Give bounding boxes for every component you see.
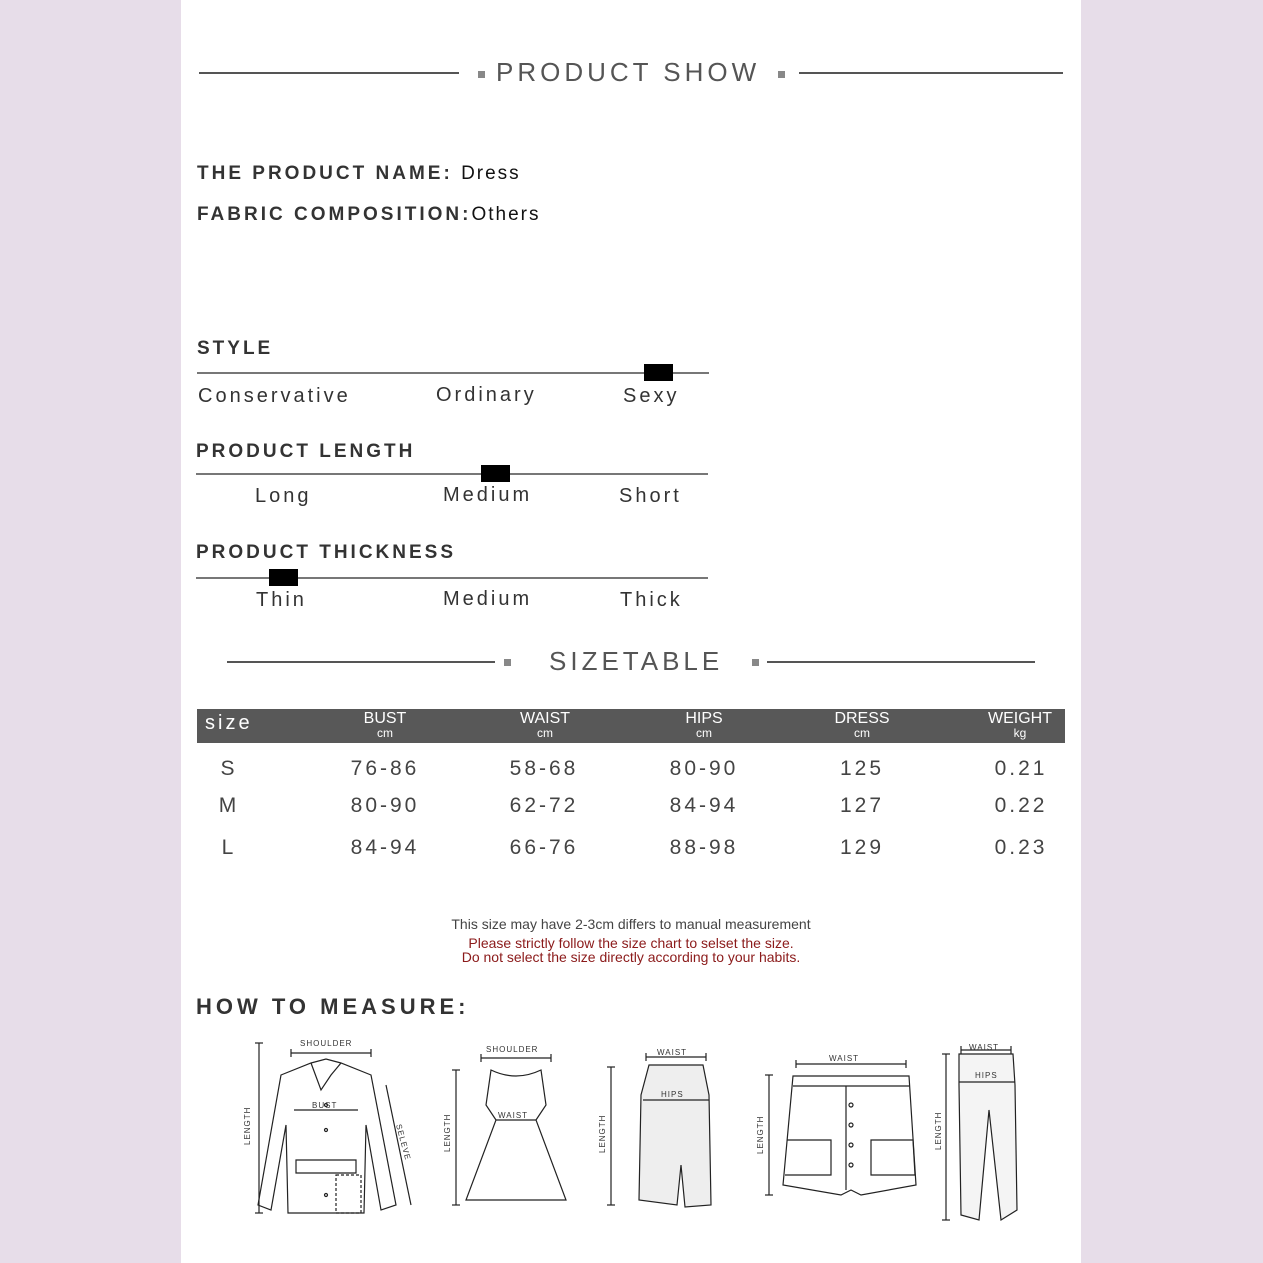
length-option-medium: Medium	[443, 484, 533, 506]
cell-hips: 84-94	[669, 794, 739, 817]
length-label-5: LENGTH	[934, 1111, 943, 1150]
cell-dress: 129	[839, 836, 885, 859]
note-follow-chart: Please strictly follow the size chart to selset the size.	[468, 935, 794, 951]
size-table-header	[197, 709, 1065, 743]
sizetable-dot-left	[504, 659, 511, 666]
sizetable-title: SIZETABLE	[549, 646, 724, 676]
sizetable-rule-right	[767, 661, 1035, 663]
cell-size: M	[218, 794, 240, 817]
cell-dress: 127	[839, 794, 885, 817]
product-sheet	[181, 0, 1081, 1263]
style-title: STYLE	[197, 338, 274, 359]
waist-label-4: WAIST	[829, 1054, 860, 1063]
cell-waist: 58-68	[509, 757, 579, 780]
cell-weight: 0.22	[994, 794, 1048, 817]
sleeve-label: SELEVE	[394, 1123, 413, 1162]
length-label-1: LENGTH	[243, 1106, 252, 1145]
dress-illustration	[436, 1040, 576, 1210]
style-option-conservative: Conservative	[198, 385, 351, 407]
cell-bust: 84-94	[350, 836, 420, 859]
cell-hips: 88-98	[669, 836, 739, 859]
shoulder-label-1: SHOULDER	[300, 1039, 353, 1048]
length-label-2: LENGTH	[443, 1113, 452, 1152]
length-title: PRODUCT LENGTH	[196, 441, 416, 462]
skirt-illustration	[591, 1045, 721, 1210]
col-weight: WEIGHT kg	[988, 710, 1052, 740]
header-dot-left	[478, 71, 485, 78]
length-label-3: LENGTH	[598, 1114, 607, 1153]
hips-label-3: HIPS	[661, 1090, 684, 1099]
header-rule-left	[199, 72, 459, 74]
thickness-marker	[269, 569, 298, 586]
shoulder-label-2: SHOULDER	[486, 1045, 539, 1054]
cell-dress: 125	[839, 757, 885, 780]
cell-weight: 0.21	[994, 757, 1048, 780]
header-rule-right	[799, 72, 1063, 74]
col-size: size	[205, 712, 253, 734]
note-measurement: This size may have 2-3cm differs to manual measurement	[451, 916, 811, 932]
length-option-short: Short	[619, 485, 682, 507]
thickness-option-thin: Thin	[256, 589, 307, 611]
cell-size: S	[220, 757, 238, 780]
fabric-row	[197, 204, 540, 226]
shorts-illustration	[751, 1050, 921, 1200]
length-option-long: Long	[255, 485, 312, 507]
product-name-label: THE PRODUCT NAME:	[197, 163, 453, 184]
fabric-label: FABRIC COMPOSITION:	[197, 204, 472, 225]
waist-label-2: WAIST	[498, 1111, 529, 1120]
sizetable-dot-right	[752, 659, 759, 666]
style-rule	[197, 372, 709, 374]
hips-label-5: HIPS	[975, 1071, 998, 1080]
cell-hips: 80-90	[669, 757, 739, 780]
product-name-row	[197, 163, 521, 185]
product-show-title: PRODUCT SHOW	[496, 57, 761, 87]
col-bust: BUST cm	[363, 710, 407, 740]
how-to-measure-title: HOW TO MEASURE:	[196, 994, 470, 1019]
col-dress: DRESS cm	[834, 710, 890, 740]
style-option-ordinary: Ordinary	[436, 384, 537, 406]
style-marker	[644, 364, 673, 381]
waist-label-3: WAIST	[657, 1048, 688, 1057]
col-waist: WAIST cm	[519, 710, 571, 740]
waist-label-5: WAIST	[969, 1043, 1000, 1052]
cell-weight: 0.23	[994, 836, 1048, 859]
cell-size: L	[221, 836, 237, 859]
thickness-title: PRODUCT THICKNESS	[196, 542, 457, 563]
pants-illustration	[931, 1040, 1041, 1225]
note-habits: Do not select the size directly according to your habits.	[461, 949, 801, 965]
jacket-illustration	[236, 1035, 416, 1220]
cell-bust: 76-86	[350, 757, 420, 780]
length-label-4: LENGTH	[756, 1115, 765, 1154]
sizetable-rule-left	[227, 661, 495, 663]
thickness-option-medium: Medium	[443, 588, 533, 610]
length-marker	[481, 465, 510, 482]
style-option-sexy: Sexy	[623, 385, 680, 407]
length-rule	[196, 473, 708, 475]
col-hips: HIPS cm	[685, 710, 723, 740]
header-dot-right	[778, 71, 785, 78]
cell-waist: 66-76	[509, 836, 579, 859]
thickness-option-thick: Thick	[620, 589, 683, 611]
cell-bust: 80-90	[350, 794, 420, 817]
fabric-value: Others	[471, 204, 541, 225]
product-name-value: Dress	[461, 163, 521, 184]
cell-waist: 62-72	[509, 794, 579, 817]
bust-label-1: BUST	[312, 1101, 338, 1110]
